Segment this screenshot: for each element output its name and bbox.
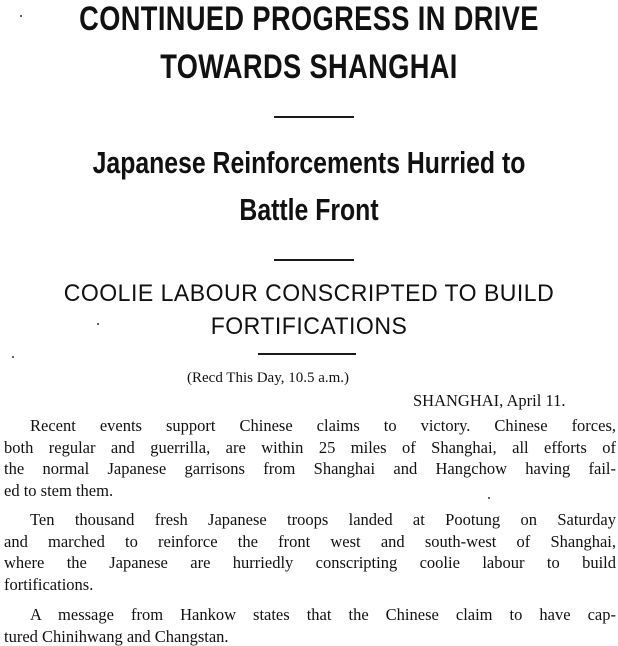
paragraph-1-line-3: the normal Japanese garrisons from Shanghai and Hangchow having fail- — [4, 459, 616, 478]
print-speck — [488, 497, 490, 499]
deck-line-1: COOLIE LABOUR CONSCRIPTED TO BUILD — [63, 280, 555, 307]
print-speck — [97, 323, 99, 325]
received-note: (Recd This Day, 10.5 a.m.) — [187, 370, 350, 386]
paragraph-3-line-2: tured Chinihwang and Changstan. — [4, 626, 229, 646]
subheadline-line-1: Japanese Reinforcements Hurried to — [92, 145, 526, 180]
dateline: SHANGHAI, April 11. — [413, 391, 566, 410]
print-speck — [20, 15, 22, 17]
print-speck — [12, 356, 14, 358]
paragraph-2-line-2: and marched to reinforce the front west and south-west of Shanghai, — [4, 531, 616, 551]
headline-divider — [274, 116, 354, 118]
deck-divider — [258, 353, 356, 355]
paragraph-1-line-4: ed to stem them. — [4, 480, 114, 500]
deck-line-2: FORTIFICATIONS — [210, 313, 408, 340]
paragraph-2-line-4: fortifications. — [4, 574, 94, 594]
paragraph-3 — [4, 604, 616, 646]
paragraph-1 — [4, 415, 616, 501]
paragraph-2-line-3: where the Japanese are hurriedly conscripting coolie labour to build — [4, 553, 616, 572]
headline-line-1: CONTINUED PROGRESS IN DRIVE — [79, 0, 539, 38]
subheadline-line-2: Battle Front — [239, 192, 379, 227]
paragraph-1-line-1: Recent events support Chinese claims to victory. Chinese forces, — [30, 416, 616, 435]
headline-line-2: TOWARDS SHANGHAI — [160, 48, 458, 86]
paragraph-2-line-1: Ten thousand fresh Japanese troops landed at Pootung on Saturday — [30, 510, 616, 529]
subheadline-divider — [274, 259, 354, 261]
paragraph-1-line-2: both regular and guerrilla, are within 25 miles of Shanghai, all efforts of — [4, 437, 616, 457]
paragraph-2 — [4, 509, 616, 595]
paragraph-3-line-1: A message from Hankow states that the Chinese claim to have cap- — [30, 605, 616, 624]
